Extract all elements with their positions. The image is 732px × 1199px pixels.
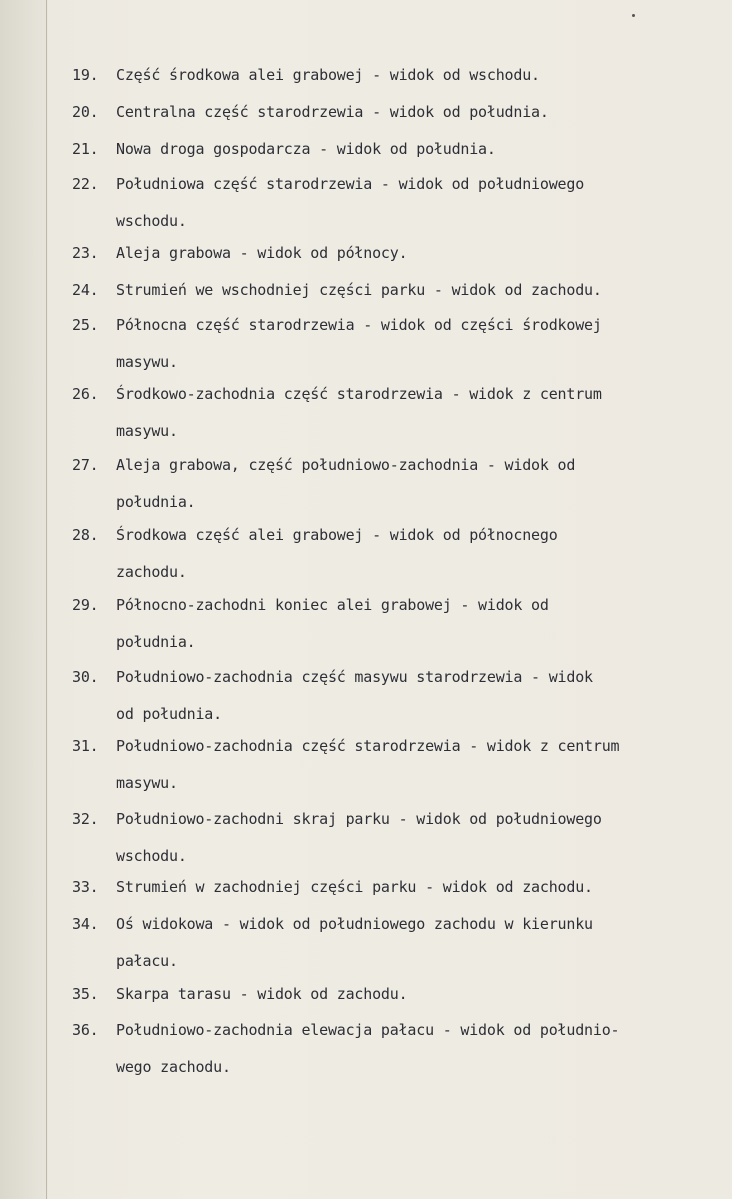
item-text-line: Południowo-zachodnia część masywu starodrzewia - widok (116, 668, 593, 686)
item-text-line: Skarpa tarasu - widok od zachodu. (116, 985, 408, 1003)
item-text-line: Aleja grabowa, część południowo-zachodnia - widok od (116, 456, 576, 474)
item-text-line: Południowo-zachodni skraj parku - widok od południowego (116, 810, 602, 828)
item-text-line: Oś widokowa - widok od południowego zachodu w kierunku (116, 915, 593, 933)
item-number: 22. (72, 175, 99, 193)
item-text-line: wego zachodu. (116, 1058, 231, 1076)
item-number: 32. (72, 810, 99, 828)
item-text-line: Strumień we wschodniej części parku - widok od zachodu. (116, 281, 602, 299)
item-number: 24. (72, 281, 99, 299)
item-text-line: Północna część starodrzewia - widok od części środkowej (116, 316, 602, 334)
page-edge (46, 0, 47, 1199)
item-number: 20. (72, 103, 99, 121)
item-number: 21. (72, 140, 99, 158)
item-text-line: masywu. (116, 422, 178, 440)
item-text-line: wschodu. (116, 212, 187, 230)
item-text-line: Południowa część starodrzewia - widok od południowego (116, 175, 585, 193)
item-text-line: masywu. (116, 774, 178, 792)
item-text-line: Południowo-zachodnia elewacja pałacu - widok od południo- (116, 1021, 620, 1039)
item-number: 27. (72, 456, 99, 474)
item-text-line: pałacu. (116, 952, 178, 970)
item-text-line: południa. (116, 633, 196, 651)
item-text-line: południa. (116, 493, 196, 511)
item-text-line: zachodu. (116, 563, 187, 581)
item-number: 33. (72, 878, 99, 896)
item-number: 28. (72, 526, 99, 544)
item-text-line: Nowa droga gospodarcza - widok od południa. (116, 140, 496, 158)
item-text-line: Środkowo-zachodnia część starodrzewia - widok z centrum (116, 385, 602, 403)
item-number: 23. (72, 244, 99, 262)
item-number: 35. (72, 985, 99, 1003)
ink-speck (632, 14, 635, 17)
item-text-line: Strumień w zachodniej części parku - widok od zachodu. (116, 878, 593, 896)
page-binding-shadow (0, 0, 48, 1199)
item-text-line: Część środkowa alei grabowej - widok od wschodu. (116, 66, 540, 84)
item-number: 19. (72, 66, 99, 84)
item-number: 30. (72, 668, 99, 686)
item-text-line: Północno-zachodni koniec alei grabowej - widok od (116, 596, 549, 614)
item-text-line: Południowo-zachodnia część starodrzewia - widok z centrum (116, 737, 620, 755)
item-number: 26. (72, 385, 99, 403)
item-text-line: Środkowa część alei grabowej - widok od północnego (116, 526, 558, 544)
item-text-line: wschodu. (116, 847, 187, 865)
item-text-line: od południa. (116, 705, 222, 723)
item-number: 29. (72, 596, 99, 614)
item-number: 36. (72, 1021, 99, 1039)
item-text-line: Centralna część starodrzewia - widok od południa. (116, 103, 549, 121)
item-text-line: masywu. (116, 353, 178, 371)
item-number: 31. (72, 737, 99, 755)
item-number: 34. (72, 915, 99, 933)
item-text-line: Aleja grabowa - widok od północy. (116, 244, 408, 262)
item-number: 25. (72, 316, 99, 334)
